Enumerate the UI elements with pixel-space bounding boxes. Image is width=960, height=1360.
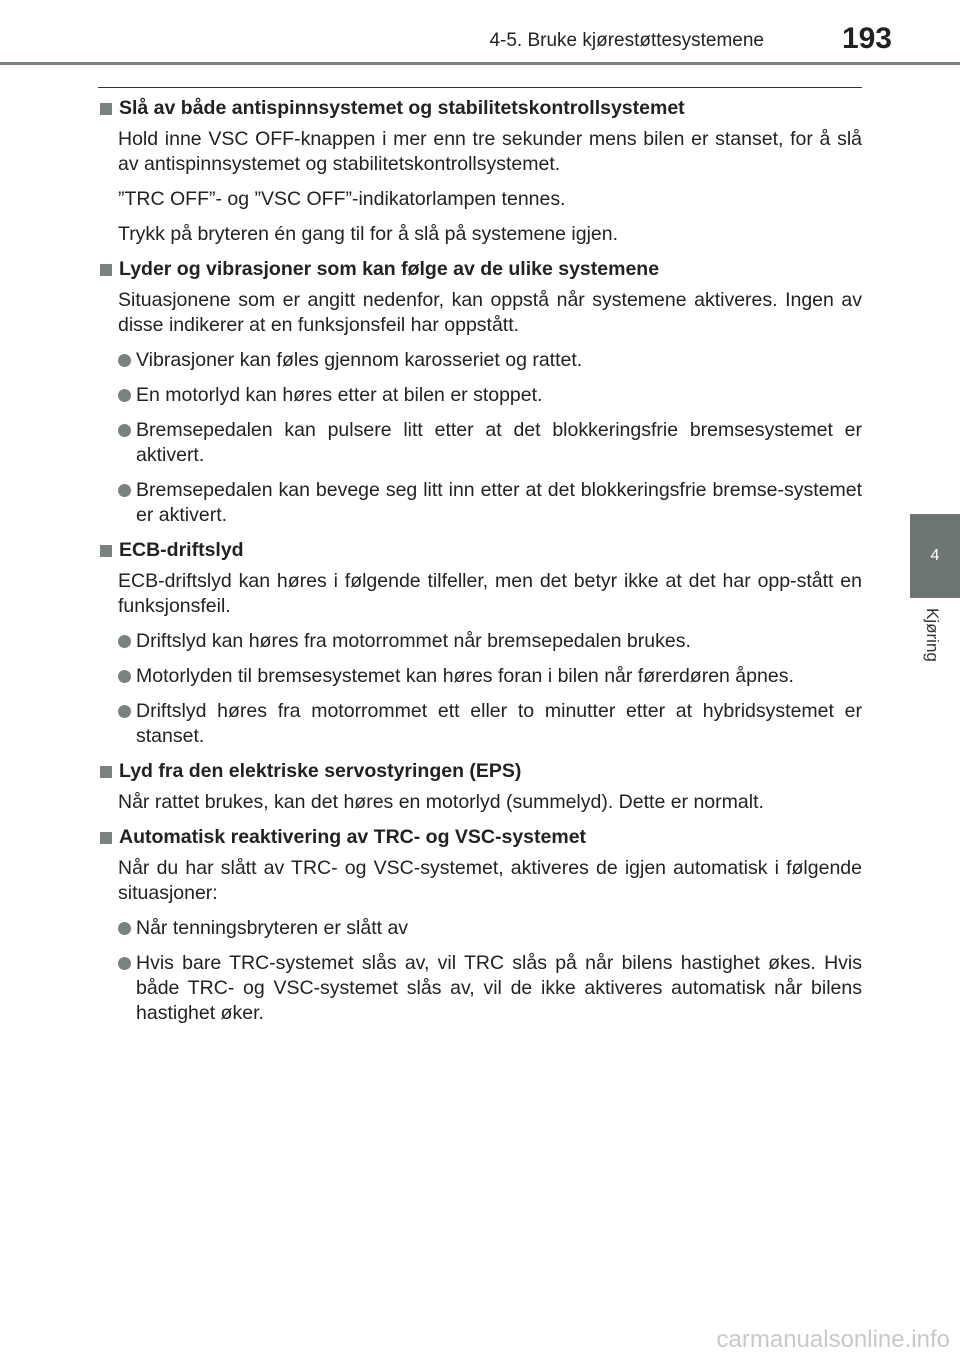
section-heading bbox=[98, 96, 862, 121]
page-header bbox=[0, 0, 960, 66]
section-paragraph: ”TRC OFF”- og ”VSC OFF”-indikatorlampen tennes. bbox=[118, 188, 566, 210]
square-bullet-icon bbox=[100, 545, 112, 557]
chapter-number: 4 bbox=[930, 547, 940, 564]
section-paragraph: ECB-driftslyd kan høres i følgende tilfeller, men det betyr ikke at det har opp-stått en funksjonsfeil. bbox=[118, 570, 862, 617]
section-heading bbox=[98, 825, 862, 850]
section-heading-text: Automatisk reaktivering av TRC- og VSC-systemet bbox=[119, 826, 587, 848]
page-content bbox=[98, 96, 862, 1036]
list-item bbox=[118, 916, 862, 941]
section-paragraph: Når rattet brukes, kan det høres en motorlyd (summelyd). Dette er normalt. bbox=[118, 791, 764, 813]
section-heading bbox=[98, 538, 862, 563]
list-item bbox=[118, 383, 862, 408]
list-item-text: Bremsepedalen kan pulsere litt etter at det blokkeringsfrie bremsesystemet er aktivert. bbox=[136, 419, 862, 466]
section-heading-text: Lyder og vibrasjoner som kan følge av de ulike systemene bbox=[119, 258, 660, 280]
content-top-rule bbox=[98, 87, 862, 88]
list-item bbox=[118, 664, 862, 689]
list-item bbox=[118, 348, 862, 373]
round-bullet-icon bbox=[118, 354, 131, 367]
list-item bbox=[118, 418, 862, 468]
section-heading-text: ECB-driftslyd bbox=[119, 539, 244, 561]
chapter-label bbox=[908, 608, 958, 678]
page-number: 193 bbox=[841, 22, 892, 55]
list-item bbox=[118, 629, 862, 654]
watermark: carmanualsonline.info bbox=[716, 1326, 950, 1353]
square-bullet-icon bbox=[100, 766, 112, 778]
section-paragraph: Når du har slått av TRC- og VSC-systemet, aktiveres de igjen automatisk i følgende situasjoner: bbox=[118, 857, 862, 904]
round-bullet-icon bbox=[118, 484, 131, 497]
list-item bbox=[118, 951, 862, 1026]
section-heading-text: Lyd fra den elektriske servostyringen (EPS) bbox=[119, 760, 522, 782]
list-item-text: Driftslyd kan høres fra motorrommet når bremsepedalen brukes. bbox=[136, 630, 691, 652]
section-heading bbox=[98, 257, 862, 282]
list-item-text: En motorlyd kan høres etter at bilen er stoppet. bbox=[136, 384, 543, 406]
list-item bbox=[118, 699, 862, 749]
round-bullet-icon bbox=[118, 424, 131, 437]
list-item-text: Driftslyd høres fra motorrommet ett eller to minutter etter at hybridsystemet er stanset. bbox=[136, 700, 862, 747]
section-paragraph: Hold inne VSC OFF-knappen i mer enn tre sekunder mens bilen er stanset, for å slå av antispinnsystemet og stabilitetskontrollsystemet. bbox=[118, 128, 862, 175]
round-bullet-icon bbox=[118, 389, 131, 402]
chapter-tab bbox=[910, 514, 960, 598]
list-item-text: Motorlyden til bremsesystemet kan høres foran i bilen når førerdøren åpnes. bbox=[136, 665, 794, 687]
list-item-text: Bremsepedalen kan bevege seg litt inn etter at det blokkeringsfrie bremse-systemet er aktivert. bbox=[136, 479, 862, 526]
square-bullet-icon bbox=[100, 832, 112, 844]
square-bullet-icon bbox=[100, 103, 112, 115]
section-heading bbox=[98, 759, 862, 784]
round-bullet-icon bbox=[118, 705, 131, 718]
chapter-label-text: Kjøring bbox=[923, 608, 942, 662]
list-item-text: Hvis bare TRC-systemet slås av, vil TRC slås på når bilens hastighet økes. Hvis både TRC- og VSC-systemet slås av, vil de ikke aktiveres automatisk når bilens hastighet øker. bbox=[136, 952, 862, 1024]
list-item-text: Når tenningsbryteren er slått av bbox=[136, 917, 409, 939]
round-bullet-icon bbox=[118, 957, 131, 970]
list-item-text: Vibrasjoner kan føles gjennom karosseriet og rattet. bbox=[136, 349, 583, 371]
section-paragraph: Trykk på bryteren én gang til for å slå på systemene igjen. bbox=[118, 223, 619, 245]
list-item bbox=[118, 478, 862, 528]
section-heading-text: Slå av både antispinnsystemet og stabilitetskontrollsystemet bbox=[119, 97, 685, 119]
round-bullet-icon bbox=[118, 922, 131, 935]
square-bullet-icon bbox=[100, 264, 112, 276]
round-bullet-icon bbox=[118, 670, 131, 683]
section-paragraph: Situasjonene som er angitt nedenfor, kan oppstå når systemene aktiveres. Ingen av disse indikerer at en funksjonsfeil har oppstått. bbox=[118, 289, 862, 336]
header-rule bbox=[0, 62, 960, 65]
header-section-title: 4-5. Bruke kjørestøttesystemene bbox=[489, 30, 764, 51]
round-bullet-icon bbox=[118, 635, 131, 648]
